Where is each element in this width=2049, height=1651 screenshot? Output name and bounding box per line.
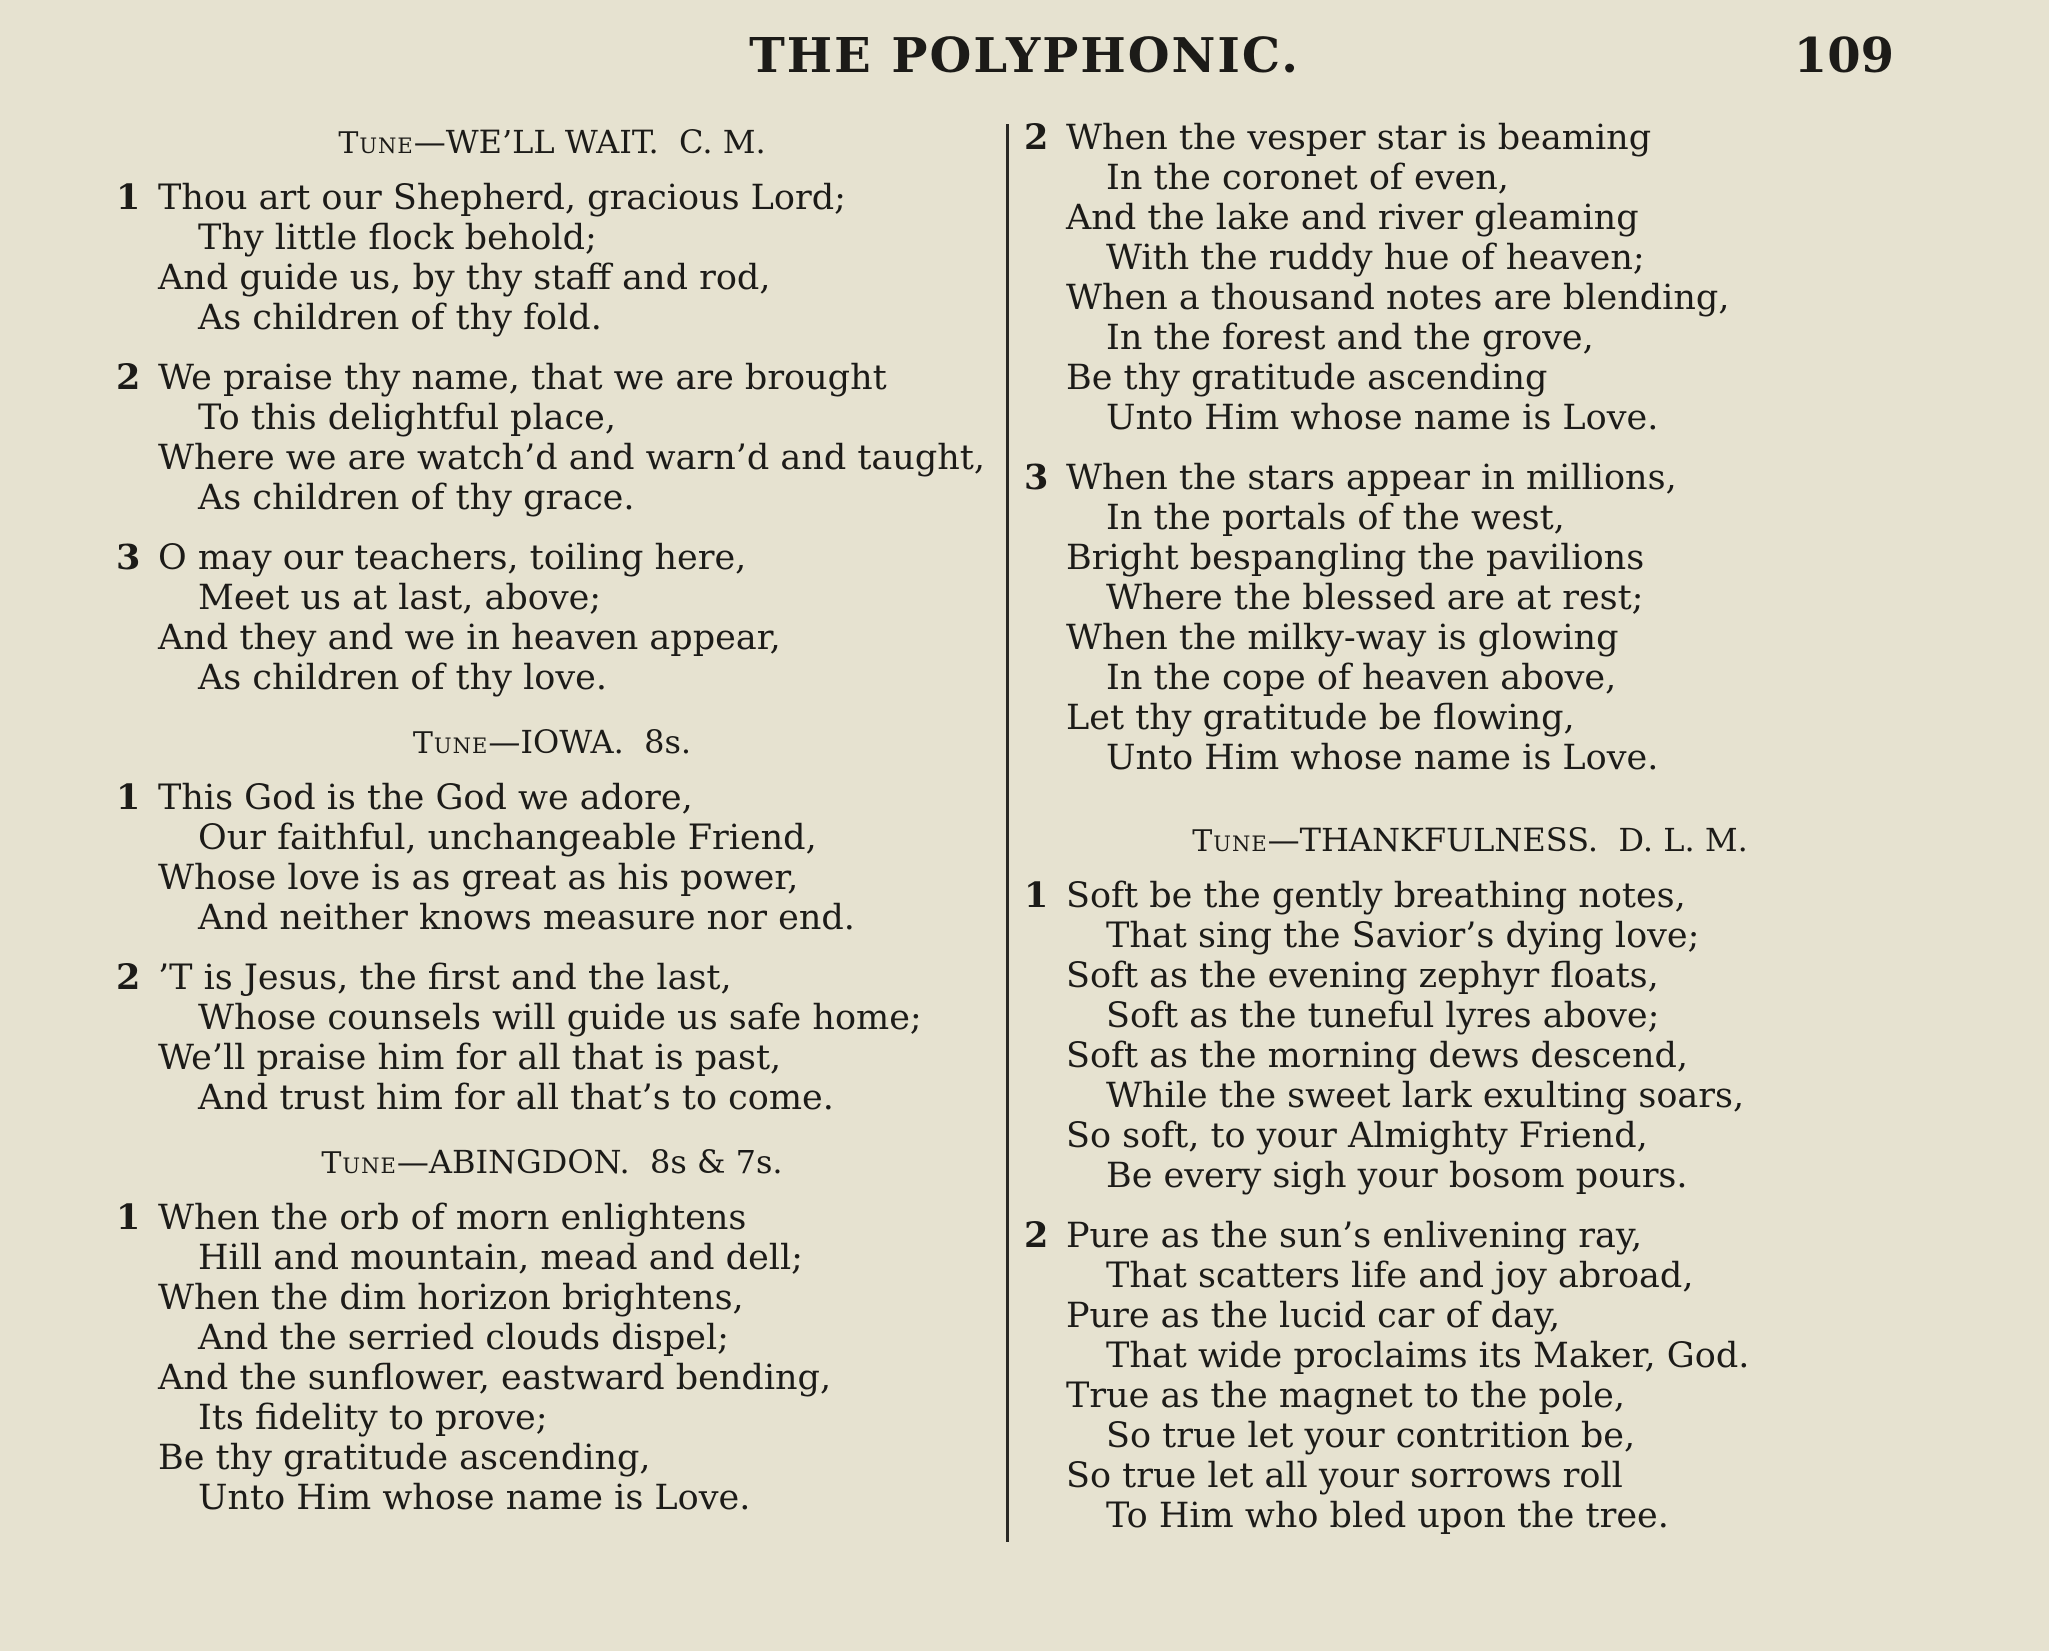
- verse-number: 1: [1024, 875, 1049, 916]
- verse-line: We’ll praise him for all that is past,: [158, 1038, 782, 1078]
- verse: [112, 178, 992, 338]
- verse-line: That wide proclaims its Maker, God.: [1106, 1336, 1750, 1376]
- verse-line: With the ruddy hue of heaven;: [1106, 238, 1645, 278]
- verse-line: That scatters life and joy abroad,: [1106, 1256, 1694, 1296]
- tune-heading: [112, 718, 992, 768]
- verse-line: And the lake and river gleaming: [1066, 198, 1639, 238]
- verse-line: While the sweet lark exulting soars,: [1106, 1076, 1745, 1116]
- verse-line: And they and we in heaven appear,: [158, 618, 781, 658]
- verse-line: To this delightful place,: [198, 398, 616, 438]
- verse-line: We praise thy name, that we are brought: [158, 358, 887, 398]
- verse-number: 3: [116, 537, 141, 578]
- verse-line: In the cope of heaven above,: [1106, 658, 1617, 698]
- verse-line: So soft, to your Almighty Friend,: [1066, 1116, 1648, 1156]
- verse-line: Unto Him whose name is Love.: [198, 1478, 751, 1518]
- verse-number: 1: [116, 1197, 141, 1238]
- page-number: 109: [1793, 28, 1894, 84]
- tune-name: —THANKFULNESS. D. L. M.: [1267, 821, 1748, 859]
- verse-line: Its fidelity to prove;: [198, 1398, 548, 1438]
- verse-line: In the portals of the west,: [1106, 498, 1565, 538]
- verse: [112, 778, 992, 938]
- verse-line: True as the magnet to the pole,: [1066, 1376, 1625, 1416]
- right-column: [1020, 118, 1920, 1556]
- verse-line: As children of thy fold.: [198, 298, 602, 338]
- verse-line: Soft as the tuneful lyres above;: [1106, 996, 1660, 1036]
- verse: [1020, 876, 1920, 1196]
- verse-line: Unto Him whose name is Love.: [1106, 738, 1659, 778]
- column-divider: [1006, 124, 1009, 1542]
- tune-heading: [112, 1138, 992, 1188]
- verse: [112, 1198, 992, 1518]
- verse: [1020, 118, 1920, 438]
- verse-number: 3: [1024, 457, 1049, 498]
- verse: [112, 538, 992, 698]
- verse-line: Meet us at last, above;: [198, 578, 602, 618]
- verse-line: And the serried clouds dispel;: [198, 1318, 729, 1358]
- tune-name: —WE’LL WAIT. C. M.: [413, 123, 766, 161]
- verse-line: Unto Him whose name is Love.: [1106, 398, 1659, 438]
- verse-line: As children of thy grace.: [198, 478, 635, 518]
- verse-number: 1: [116, 777, 141, 818]
- tune-label: Tune: [1192, 824, 1268, 859]
- verse-line: Soft as the morning dews descend,: [1066, 1036, 1689, 1076]
- verse-line: When a thousand notes are blending,: [1066, 278, 1730, 318]
- tune-label: Tune: [338, 126, 414, 161]
- verse-line: Let thy gratitude be flowing,: [1066, 698, 1575, 738]
- verse-line: So true let your contrition be,: [1106, 1416, 1636, 1456]
- verse-line: Pure as the sun’s enlivening ray,: [1066, 1216, 1643, 1256]
- verse-line: Whose counsels will guide us safe home;: [198, 998, 922, 1038]
- verse-number: 2: [1024, 117, 1049, 158]
- tune-label: Tune: [412, 726, 489, 761]
- verse: [1020, 1216, 1920, 1536]
- running-head-title: THE POLYPHONIC.: [749, 28, 1300, 84]
- verse-number: 1: [116, 177, 141, 218]
- verse-line: Where the blessed are at rest;: [1106, 578, 1644, 618]
- verse-line: In the coronet of even,: [1106, 158, 1509, 198]
- verse-line: Thou art our Shepherd, gracious Lord;: [158, 178, 846, 218]
- verse-line: Be thy gratitude ascending: [1066, 358, 1548, 398]
- verse-line: When the stars appear in millions,: [1066, 458, 1677, 498]
- verse-line: O may our teachers, toiling here,: [158, 538, 747, 578]
- verse-line: Whose love is as great as his power,: [158, 858, 799, 898]
- verse-line: And trust him for all that’s to come.: [198, 1078, 834, 1118]
- verse-line: Soft be the gently breathing notes,: [1066, 876, 1686, 916]
- verse-number: 2: [1024, 1215, 1049, 1256]
- verse-line: Where we are watch’d and warn’d and taught,: [158, 438, 985, 478]
- verse: [112, 358, 992, 518]
- verse-line: Pure as the lucid car of day,: [1066, 1296, 1561, 1336]
- verse-line: When the milky-way is glowing: [1066, 618, 1619, 658]
- verse: [1020, 458, 1920, 778]
- verse-line: That sing the Savior’s dying love;: [1106, 916, 1700, 956]
- verse-line: Be every sigh your bosom pours.: [1106, 1156, 1688, 1196]
- verse-line: And guide us, by thy staff and rod,: [158, 258, 771, 298]
- verse-line: And neither knows measure nor end.: [198, 898, 855, 938]
- verse-line: When the vesper star is beaming: [1066, 118, 1652, 158]
- verse-line: ’T is Jesus, the first and the last,: [158, 958, 732, 998]
- verse-number: 2: [116, 357, 141, 398]
- verse-line: When the orb of morn enlightens: [158, 1198, 747, 1238]
- verse-line: To Him who bled upon the tree.: [1106, 1496, 1669, 1536]
- tune-name: —ABINGDON. 8s & 7s.: [396, 1143, 783, 1181]
- verse-line: As children of thy love.: [198, 658, 607, 698]
- verse-line: And the sunflower, eastward bending,: [158, 1358, 832, 1398]
- left-column: [112, 118, 992, 1538]
- verse-line: Be thy gratitude ascending,: [158, 1438, 651, 1478]
- tune-label: Tune: [321, 1146, 397, 1181]
- verse-number: 2: [116, 957, 141, 998]
- verse-line: This God is the God we adore,: [158, 778, 693, 818]
- verse-line: Our faithful, unchangeable Friend,: [198, 818, 817, 858]
- verse-line: So true let all your sorrows roll: [1066, 1456, 1623, 1496]
- tune-heading: [112, 118, 992, 168]
- verse-line: Thy little flock behold;: [198, 218, 597, 258]
- verse-line: Soft as the evening zephyr floats,: [1066, 956, 1659, 996]
- tune-heading: [1020, 816, 1920, 866]
- verse-line: Bright bespangling the pavilions: [1066, 538, 1645, 578]
- verse-line: In the forest and the grove,: [1106, 318, 1594, 358]
- verse-line: When the dim horizon brightens,: [158, 1278, 744, 1318]
- verse: [112, 958, 992, 1118]
- verse-line: Hill and mountain, mead and dell;: [198, 1238, 803, 1278]
- tune-name: —IOWA. 8s.: [488, 723, 692, 761]
